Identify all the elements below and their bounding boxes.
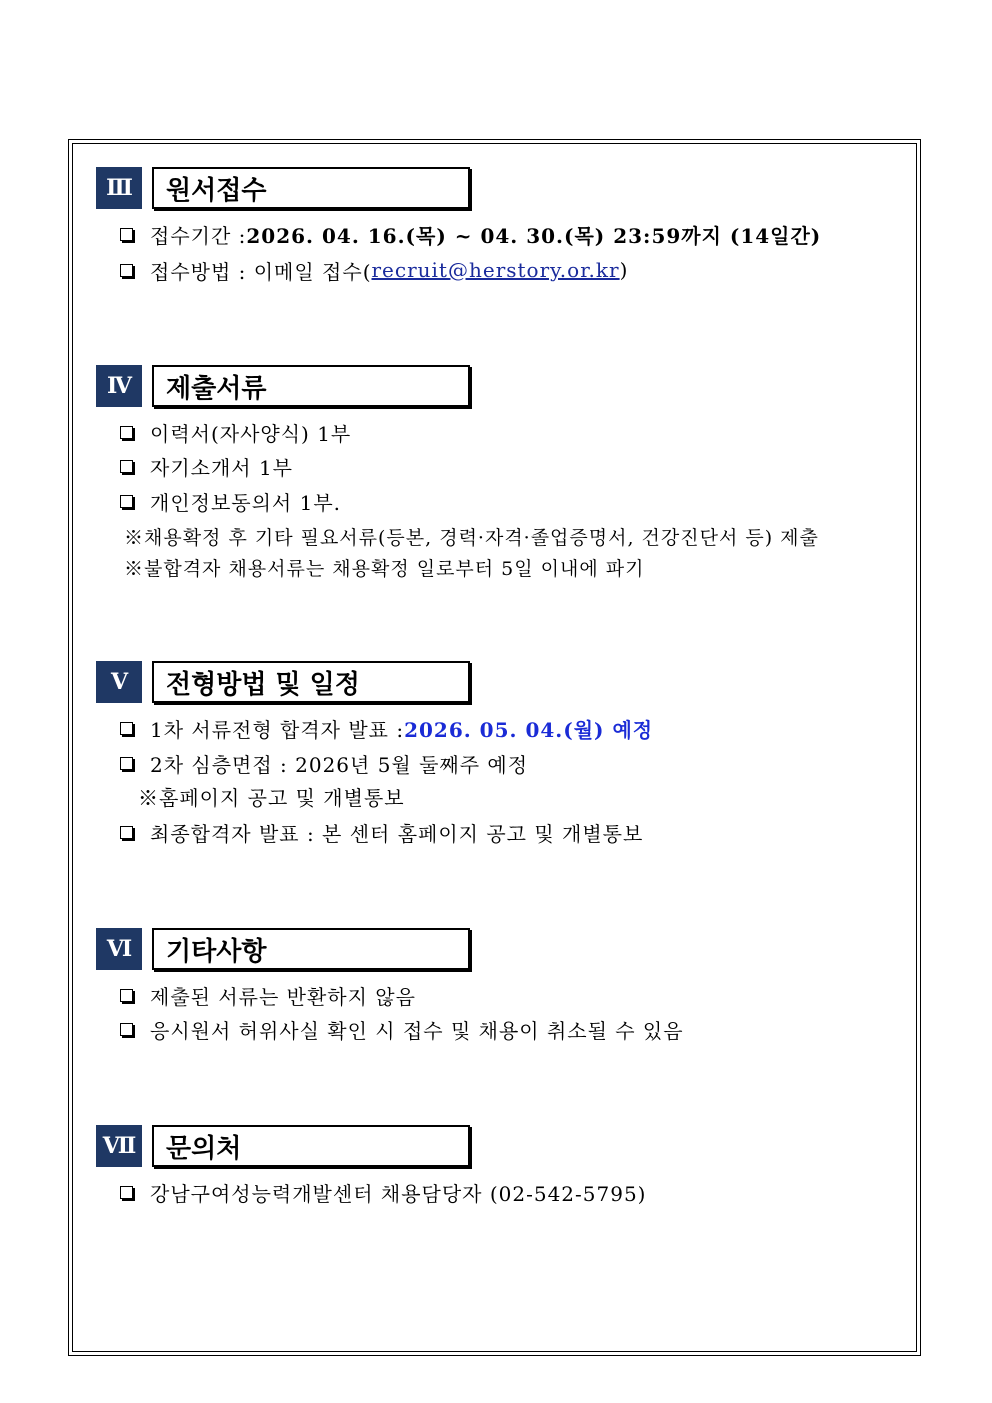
list-item-application-method — [120, 256, 628, 284]
checkbox-bullet-icon — [120, 722, 133, 735]
section-title: 제출서류 — [152, 365, 470, 407]
item-text: 자기소개서 1부 — [150, 455, 294, 480]
checkbox-bullet-icon — [120, 1023, 133, 1036]
section-title: 기타사항 — [152, 928, 470, 970]
section-header-application — [96, 167, 470, 209]
section-title: 원서접수 — [152, 167, 470, 209]
section-numeral: Ⅳ — [96, 365, 142, 407]
checkbox-bullet-icon — [120, 495, 133, 508]
item-text: 응시원서 허위사실 확인 시 접수 및 채용이 취소될 수 있음 — [150, 1018, 684, 1043]
list-item-resume — [120, 418, 351, 446]
section-title: 문의처 — [152, 1125, 470, 1167]
checkbox-bullet-icon — [120, 228, 133, 241]
list-item-second-round-interview — [120, 749, 528, 777]
list-item-first-round-announcement — [120, 714, 653, 742]
item-value: 2026. 04. 16.(목) ~ 04. 30.(목) 23:59까지 (14일간) — [246, 223, 822, 248]
section-numeral: Ⅲ — [96, 167, 142, 209]
checkbox-bullet-icon — [120, 826, 133, 839]
checkbox-bullet-icon — [120, 426, 133, 439]
list-item-no-return — [120, 981, 416, 1009]
checkbox-bullet-icon — [120, 264, 133, 277]
section-header-selection — [96, 661, 470, 703]
section-numeral: Ⅶ — [96, 1125, 142, 1167]
note-additional-documents: ※채용확정 후 기타 필요서류(등본, 경력·자격·졸업증명서, 건강진단서 등) 제출 — [124, 526, 819, 549]
section-numeral: Ⅴ — [96, 661, 142, 703]
item-text: 최종합격자 발표 : 본 센터 홈페이지 공고 및 개별통보 — [150, 821, 644, 846]
section-header-contact — [96, 1125, 470, 1167]
item-text: 이력서(자사양식) 1부 — [150, 421, 352, 446]
note-document-disposal: ※불합격자 채용서류는 채용확정 일로부터 5일 이내에 파기 — [124, 557, 645, 580]
list-item-final-announcement — [120, 818, 643, 846]
list-item-application-period — [120, 220, 821, 248]
email-link[interactable]: recruit@herstory.or.kr — [371, 258, 620, 282]
item-label: 접수기간 : — [150, 223, 247, 248]
section-title: 전형방법 및 일정 — [152, 661, 470, 703]
list-item-contact — [120, 1178, 646, 1206]
item-suffix: ) — [619, 258, 629, 282]
list-item-privacy-consent — [120, 487, 341, 515]
checkbox-bullet-icon — [120, 989, 133, 1002]
item-value: 2026. 05. 04.(월) 예정 — [404, 717, 654, 742]
item-label: 접수방법 : 이메일 접수( — [150, 259, 372, 284]
section-numeral: Ⅵ — [96, 928, 142, 970]
document-frame-inner — [72, 143, 917, 1352]
item-text: 2차 심층면접 : 2026년 5월 둘째주 예정 — [150, 752, 529, 777]
section-header-documents — [96, 365, 470, 407]
note-homepage-notice: ※홈페이지 공고 및 개별통보 — [138, 785, 405, 810]
section-header-other — [96, 928, 470, 970]
item-text: 개인정보동의서 1부. — [150, 490, 341, 515]
item-label: 1차 서류전형 합격자 발표 : — [150, 717, 405, 742]
checkbox-bullet-icon — [120, 460, 133, 473]
list-item-false-information — [120, 1015, 684, 1043]
item-text: 제출된 서류는 반환하지 않음 — [150, 984, 416, 1009]
checkbox-bullet-icon — [120, 757, 133, 770]
item-text: 강남구여성능력개발센터 채용담당자 (02-542-5795) — [150, 1181, 647, 1206]
checkbox-bullet-icon — [120, 1186, 133, 1199]
list-item-cover-letter — [120, 452, 293, 480]
